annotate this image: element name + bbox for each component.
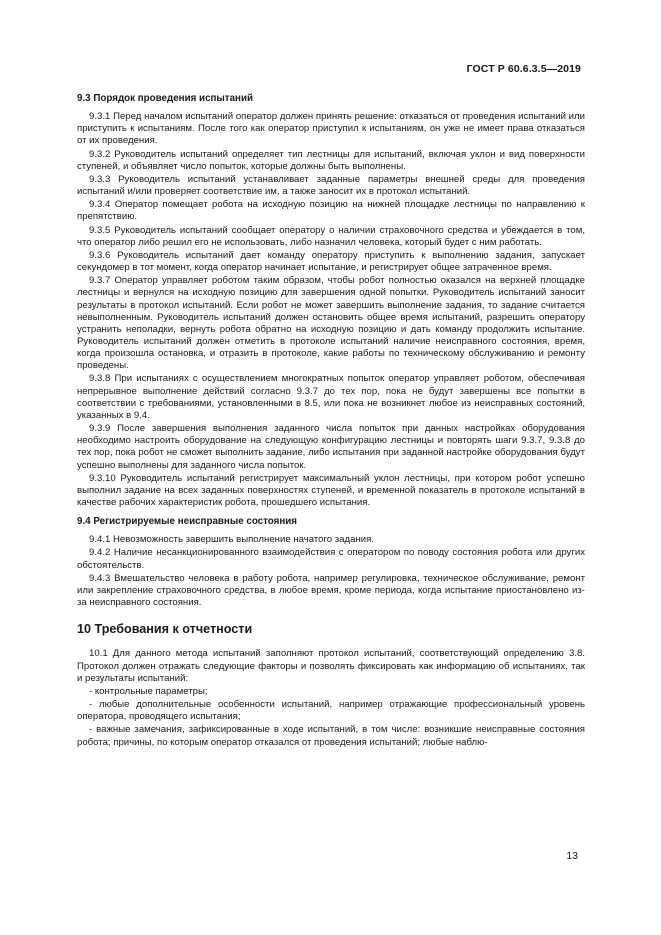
paragraph-9-3-3: 9.3.3 Руководитель испытаний устанавливает заданные параметры внешней среды для проведения испытаний и/или проверяет соответствие им, а также заносит их в протокол испытаний. [77, 173, 585, 198]
section-heading-9-3: 9.3 Порядок проведения испытаний [77, 93, 254, 104]
page-body [77, 93, 585, 750]
paragraph-9-3-7: 9.3.7 Оператор управляет роботом таким образом, чтобы робот полностью оказался на верхней площадке лестницы и вернулся на исходную позицию для завершения одной попытки. Руководитель испытаний заносит результаты в протокол испытаний. Если робот не может завершить выполнение задания, то задание считается невыполненным. Руководитель испытаний должен остановить общее время испытаний, разрешить оператору устранить неполадки, вернуть робота обратно на исходную позицию и дать команду продолжить испытание. Руководитель испытаний должен отметить в протоколе испытаний наличие неисправного состояния, время, когда произошла остановка, и отразить в протоколе, какие работы по техническому обслуживанию и ремонту проведены. [77, 275, 585, 372]
section-heading-10: 10 Требования к отчетности [77, 622, 253, 637]
list-item-additional-features: - любые дополнительные особенности испытаний, например отражающие профессиональный уровень оператора, проводящего испытания; [77, 699, 585, 723]
paragraph-9-3-5: 9.3.5 Руководитель испытаний сообщает оператору о наличии страховочного средства и убеждается в том, что оператор либо решил его не использовать, либо назначил человека, который будет с ним работать. [77, 224, 585, 248]
paragraph-10-1: 10.1 Для данного метода испытаний заполняют протокол испытаний, соответствующий определению 3.8. Протокол должен отражать следующие факторы и позволять фиксировать как информацию об испытаниях, так и результаты испытаний: [77, 648, 585, 684]
paragraph-9-3-9: 9.3.9 После завершения выполнения заданного числа попыток при данных настройках оборудования необходимо настроить оборудование на следующую конфигурацию лестницы и повторять шаги 9.3.7, 9.3.8 до тех пор, пока робот не сможет выполнить задание, либо испытания при заданной настройке оборудования будут успешно выполнены для заданного числа попыток. [77, 423, 585, 471]
paragraph-9-3-1: 9.3.1 Перед началом испытаний оператор должен принять решение: отказаться от проведения испытаний или приступить к испытаниям. После того как оператор приступил к испытаниям, он уже не имеет права отказаться от их проведения. [77, 111, 585, 147]
paragraph-9-4-1: 9.4.1 Невозможность завершить выполнение начатого задания. [89, 534, 374, 546]
page-number: 13 [566, 850, 578, 862]
section-heading-9-4: 9.4 Регистрируемые неисправные состояния [77, 516, 298, 528]
paragraph-9-4-2: 9.4.2 Наличие несанкционированного взаимодействия с оператором по поводу состояния робота или других обстоятельств. [77, 547, 585, 571]
list-item-important-remarks: - важные замечания, зафиксированные в ходе испытаний, в том числе: возникшие неисправные состояния робота; причины, по которым оператор отказался от проведения испытаний; любые наблю- [77, 724, 585, 748]
list-item-control-parameters: - контрольные параметры; [89, 685, 208, 697]
paragraph-9-3-8: 9.3.8 При испытаниях с осуществлением многократных попыток оператор управляет роботом, обеспечивая непрерывное выполнение действий согласно 9.3.7 до тех пор, пока не будут завершены все попытки в соответствии с требованиями, установленными в 8.5, или пока не возникнет любое из неисправных состояний, указанных в 9.4. [77, 373, 585, 421]
paragraph-9-3-2: 9.3.2 Руководитель испытаний определяет тип лестницы для испытаний, включая уклон и вид поверхности ступеней, и объявляет число попыток, которые должны быть выполнены. [77, 148, 585, 172]
document-code: ГОСТ Р 60.6.3.5—2019 [466, 63, 581, 75]
paragraph-9-3-6: 9.3.6 Руководитель испытаний дает команду оператору приступить к выполнению задания, запускает секундомер в тот момент, когда оператор начинает испытание, и регистрирует общее затраченное время. [77, 249, 585, 274]
paragraph-9-3-10: 9.3.10 Руководитель испытаний регистрирует максимальный уклон лестницы, при котором робот успешно выполнил задание на всех заданных поверхностях ступеней, и временной показатель в протоколе испытаний в качестве рабочих характеристик робота, прошедшего испытания. [77, 472, 585, 508]
paragraph-9-3-4: 9.3.4 Оператор помещает робота на исходную позицию на нижней площадке лестницы по направлению к препятствию. [77, 199, 585, 223]
paragraph-9-4-3: 9.4.3 Вмешательство человека в работу робота, например регулировка, техническое обслуживание, ремонт или закрепление страховочного средства, в любое время, кроме периода, когда испытание приостановлено из-за неисправного состояния. [77, 572, 585, 609]
